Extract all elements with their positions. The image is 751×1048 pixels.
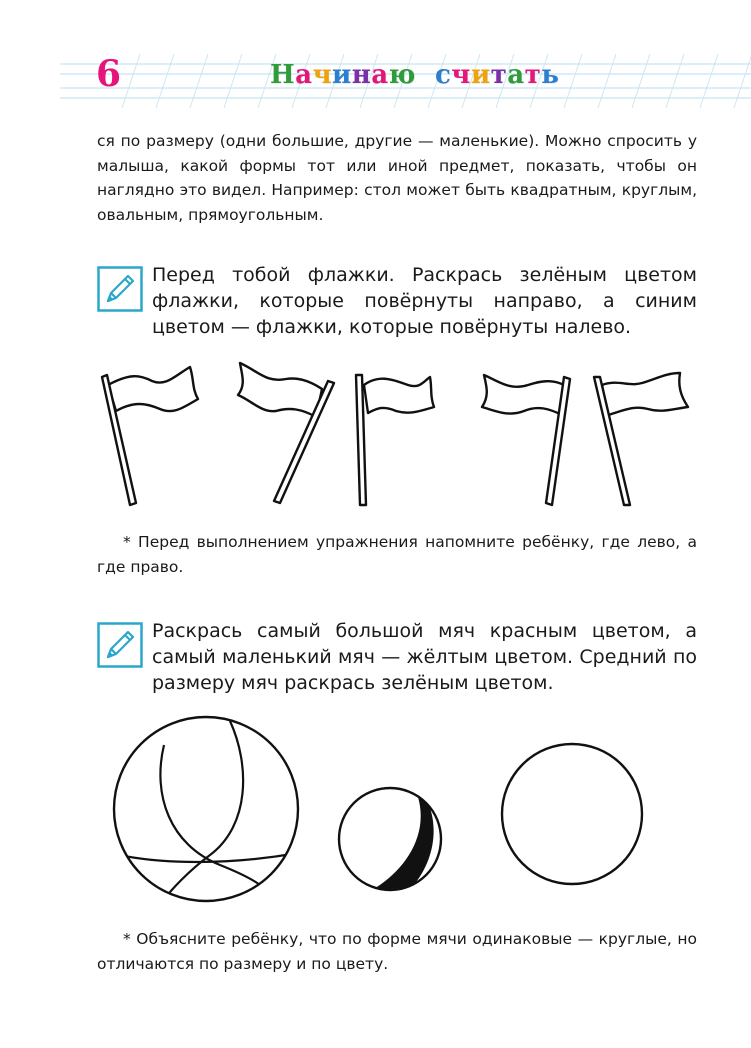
ball-medium xyxy=(502,744,642,884)
flag-right-2 xyxy=(356,375,434,505)
ball-large xyxy=(110,717,298,905)
title-letter: ю xyxy=(388,60,416,90)
title-letter: н xyxy=(351,60,372,90)
pencil-icon xyxy=(97,266,143,312)
title-letter: т xyxy=(490,60,508,90)
flag-right-3 xyxy=(594,373,688,505)
title-letter: а xyxy=(371,60,389,90)
intro-paragraph: ся по размеру (одни большие, другие — маленькие). Можно спросить у малыша, какой формы тот или иной предмет, показать, чтобы он наглядно это видел. Например: стол может быть квадратным, круглым, овальным, прямоугольным. xyxy=(97,132,697,224)
title-letter: ь xyxy=(541,60,560,90)
title-letter: с xyxy=(434,60,452,90)
flags-illustration xyxy=(90,355,700,515)
flag-left-1 xyxy=(238,363,334,503)
title-letter xyxy=(416,60,435,90)
title-letter: а xyxy=(507,60,525,90)
flag-left-2 xyxy=(482,375,570,505)
ball-small xyxy=(339,788,441,891)
note-balls: * Объясните ребёнку, что по форме мячи одинаковые — круглые, но отличаются по размеру и по цвету. xyxy=(97,930,697,973)
task-flags-instruction: Перед тобой флажки. Раскрась зелёным цветом флажки, которые повёрнуты направо, а синим цветом — флажки, которые повёрнуты налево. xyxy=(152,264,697,338)
balls-illustration xyxy=(100,715,660,905)
title-letter: и xyxy=(470,60,491,90)
title-letter: Н xyxy=(270,60,296,90)
task-balls-instruction: Раскрась самый большой мяч красным цветом, а самый маленький мяч — жёлтым цветом. Средний по размеру мяч раскрась зелёным цветом. xyxy=(152,620,697,694)
note-flags: * Перед выполнением упражнения напомните ребёнку, где лево, а где право. xyxy=(97,533,697,576)
page-title xyxy=(270,60,560,91)
page-number: 6 xyxy=(96,53,122,95)
title-letter: ч xyxy=(451,60,471,90)
title-letter: т xyxy=(524,60,542,90)
title-letter: а xyxy=(295,60,313,90)
title-letter: ч xyxy=(312,60,332,90)
pencil-icon xyxy=(97,622,143,668)
flag-right-1 xyxy=(102,367,198,505)
title-letter: и xyxy=(331,60,352,90)
